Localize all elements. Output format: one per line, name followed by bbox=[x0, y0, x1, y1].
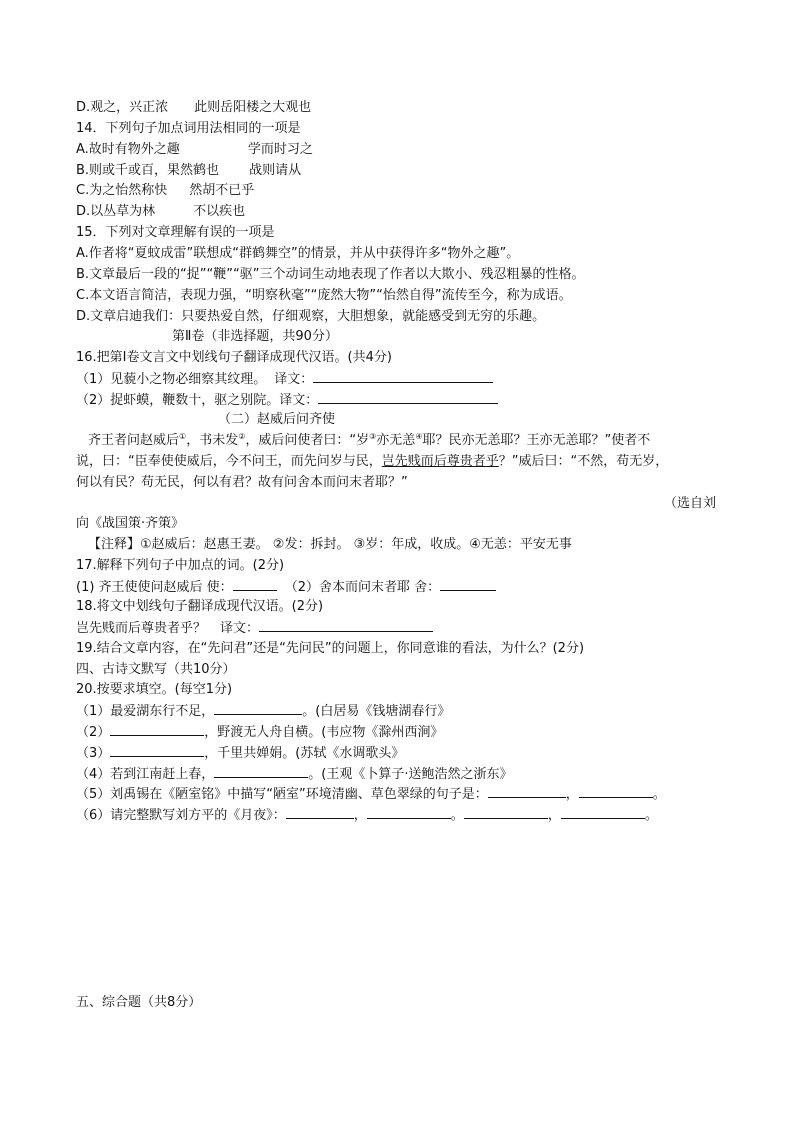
q17-items bbox=[76, 578, 496, 595]
passage-text: ，书未发 bbox=[186, 433, 239, 448]
q18-translation bbox=[76, 619, 433, 636]
q20-item5 bbox=[76, 785, 666, 802]
q15-option-c: C.本文语言简洁，表现力强，“明察秋毫”“庞然大物”“怡然自得”流传至今，称为成语。 bbox=[76, 288, 572, 303]
passage-text: 耶？民亦无恙耶？王亦无恙耶？”使者不 bbox=[422, 433, 651, 448]
q20-item3-text: （3） bbox=[76, 746, 111, 761]
q15-option-a: A.作者将“夏蚊成雷”联想成“群鹤舞空”的情景，并从中获得许多“物外之趣”。 bbox=[76, 246, 520, 261]
q13-option-d-part1: D.观之，兴正浓 bbox=[76, 100, 169, 115]
q17-stem: 17.解释下列句子中加点的词。(2分) bbox=[76, 558, 285, 573]
q16-item1-label: 译文： bbox=[274, 372, 314, 387]
q14-a2: 学而时习之 bbox=[247, 142, 313, 157]
q20-item4-source: 。(王观《卜算子·送鲍浩然之浙东》 bbox=[308, 767, 513, 782]
q20-item4-text: （4）若到江南赶上春， bbox=[76, 767, 215, 782]
q16-item1-text: （1）见藐小之物必细察其纹理。 bbox=[76, 372, 267, 387]
q17-item1-answer-blank[interactable] bbox=[233, 578, 277, 591]
passage-source-part2: 向《战国策·齐策》 bbox=[76, 516, 185, 531]
q20-item6-sep-2: 。 bbox=[450, 808, 464, 823]
q14-b2: 战则请从 bbox=[249, 163, 302, 178]
q20-item3 bbox=[76, 744, 404, 761]
q14-stem: 14．下列句子加点词用法相同的一项是 bbox=[76, 121, 301, 136]
q20-item6-sep-3: ， bbox=[547, 808, 561, 823]
q14-option-b bbox=[76, 162, 301, 179]
q20-item5-blank-2[interactable] bbox=[579, 785, 653, 798]
passage-title: （二）赵威后问齐使 bbox=[218, 412, 336, 427]
q16-item1-answer-blank[interactable] bbox=[313, 370, 493, 383]
passage-text: 齐王者问赵威后 bbox=[88, 433, 180, 448]
q20-item6-blank-4[interactable] bbox=[561, 806, 645, 819]
q13-option-d bbox=[76, 99, 311, 116]
q20-item1-source: 。(白居易《钱塘湖春行》 bbox=[302, 704, 451, 719]
passage-line-1 bbox=[88, 432, 650, 449]
passage-text: ，威后问使者曰：“岁 bbox=[245, 433, 370, 448]
q20-item5-text: （5）刘禹锡在《陋室铭》中描写“陋室”环境清幽、草色翠绿的句子是： bbox=[76, 787, 488, 802]
q16-item1 bbox=[76, 370, 493, 387]
q20-item2-text: （2） bbox=[76, 725, 111, 740]
q15-option-d: D.文章启迪我们：只要热爱自然，仔细观察，大胆想象，就能感受到无穷的乐趣。 bbox=[76, 309, 546, 324]
q19-stem: 19.结合文章内容，在“先问君”还是“先问民”的问题上，你同意谁的看法，为什么？(2分) bbox=[76, 641, 585, 656]
q17-item2-text: （2）舍本而问末者耶 舍： bbox=[284, 580, 441, 595]
q20-item3-source: ，千里共婵娟。(苏轼《水调歌头》 bbox=[204, 746, 405, 761]
q14-option-d bbox=[76, 203, 245, 220]
q20-item6-sep-1: ， bbox=[353, 808, 367, 823]
q20-item2-blank[interactable] bbox=[110, 723, 204, 736]
footnote-marker: ③ bbox=[369, 432, 377, 441]
q17-item2-answer-blank[interactable] bbox=[440, 578, 496, 591]
q20-item2 bbox=[76, 723, 443, 740]
q17-item1-text: (1) 齐王使使问赵威后 使： bbox=[76, 580, 233, 595]
passage-line-3: 何以有民？苟无民，何以有君？故有问舍本而问末者耶？” bbox=[76, 475, 408, 490]
q14-c1: C.为之怡然称快 bbox=[76, 183, 168, 198]
q20-item3-blank[interactable] bbox=[110, 744, 204, 757]
q14-a1: A.故时有物外之趣 bbox=[76, 142, 180, 157]
passage-text: 说，曰：“臣奉使使威后，今不问王，而先问岁与民， bbox=[76, 454, 382, 469]
passage-text: 亦无恙 bbox=[376, 433, 416, 448]
q20-item4-blank[interactable] bbox=[214, 765, 308, 778]
section-4-heading: 四、古诗文默写（共10分） bbox=[76, 662, 236, 677]
q20-item4 bbox=[76, 765, 513, 782]
section-5-heading: 五、综合题（共8分） bbox=[76, 995, 202, 1010]
passage-text: ？”威后曰：“不然，苟无岁， bbox=[498, 454, 669, 469]
q14-option-c bbox=[76, 182, 254, 199]
q14-b1: B.则或千或百，果然鹤也 bbox=[76, 163, 220, 178]
q20-item6-end: 。 bbox=[644, 808, 658, 823]
q13-option-d-part2: 此则岳阳楼之大观也 bbox=[194, 100, 312, 115]
volume-2-heading: 第Ⅱ卷（非选择题，共90分） bbox=[172, 329, 338, 344]
q18-label: 译文： bbox=[220, 621, 260, 636]
footnote-marker: ② bbox=[238, 432, 246, 441]
q20-item6-blank-2[interactable] bbox=[367, 806, 451, 819]
q20-item2-source: ，野渡无人舟自横。(韦应物《滁州西涧》 bbox=[204, 725, 444, 740]
q20-item6-blank-3[interactable] bbox=[464, 806, 548, 819]
footnote-marker: ④ bbox=[415, 432, 423, 441]
q20-item6-blank-1[interactable] bbox=[286, 806, 354, 819]
q14-d1: D.以丛草为林 bbox=[76, 204, 156, 219]
q15-stem: 15．下列对文章理解有误的一项是 bbox=[76, 225, 275, 240]
q16-item2-text: （2）捉虾蟆，鞭数十，驱之别院。译文： bbox=[76, 393, 319, 408]
q20-item1-text: （1）最爱湖东行不足， bbox=[76, 704, 215, 719]
q20-stem: 20.按要求填空。(每空1分) bbox=[76, 682, 233, 697]
q20-item1 bbox=[76, 702, 450, 719]
q20-item5-sep: ， bbox=[565, 787, 579, 802]
underlined-sentence: 岂先贱而后尊贵者乎 bbox=[381, 454, 499, 469]
q20-item6-text: （6）请完整默写刘方平的《月夜》： bbox=[76, 808, 286, 823]
q20-item5-blank-1[interactable] bbox=[488, 785, 566, 798]
q16-item2 bbox=[76, 391, 498, 408]
footnote-marker: ① bbox=[179, 432, 187, 441]
q20-item6 bbox=[76, 806, 658, 823]
q15-option-b: B.文章最后一段的“捉”“鞭”“驱”三个动词生动地表现了作者以大欺小、残忍粗暴的性格。 bbox=[76, 267, 585, 282]
passage-notes: 【注释】①赵威后：赵惠王妻。 ②发：拆封。 ③岁：年成，收成。④无恙：平安无事 bbox=[88, 537, 572, 552]
q20-item1-blank[interactable] bbox=[214, 702, 302, 715]
q14-c2: 然胡不已乎 bbox=[189, 183, 255, 198]
passage-line-2 bbox=[76, 453, 668, 470]
q14-option-a bbox=[76, 141, 313, 158]
q20-item5-end: 。 bbox=[652, 787, 666, 802]
q18-sentence: 岂先贱而后尊贵者乎？ bbox=[76, 621, 207, 636]
q18-stem: 18.将文中划线句子翻译成现代汉语。(2分) bbox=[76, 599, 324, 614]
q16-stem: 16.把第Ⅰ卷文言文中划线句子翻译成现代汉语。(共4分) bbox=[76, 350, 392, 365]
q16-item2-answer-blank[interactable] bbox=[318, 391, 498, 404]
q14-d2: 不以疾也 bbox=[193, 204, 246, 219]
q18-answer-blank[interactable] bbox=[259, 619, 433, 632]
passage-source-part1: （选自刘 bbox=[664, 496, 717, 511]
